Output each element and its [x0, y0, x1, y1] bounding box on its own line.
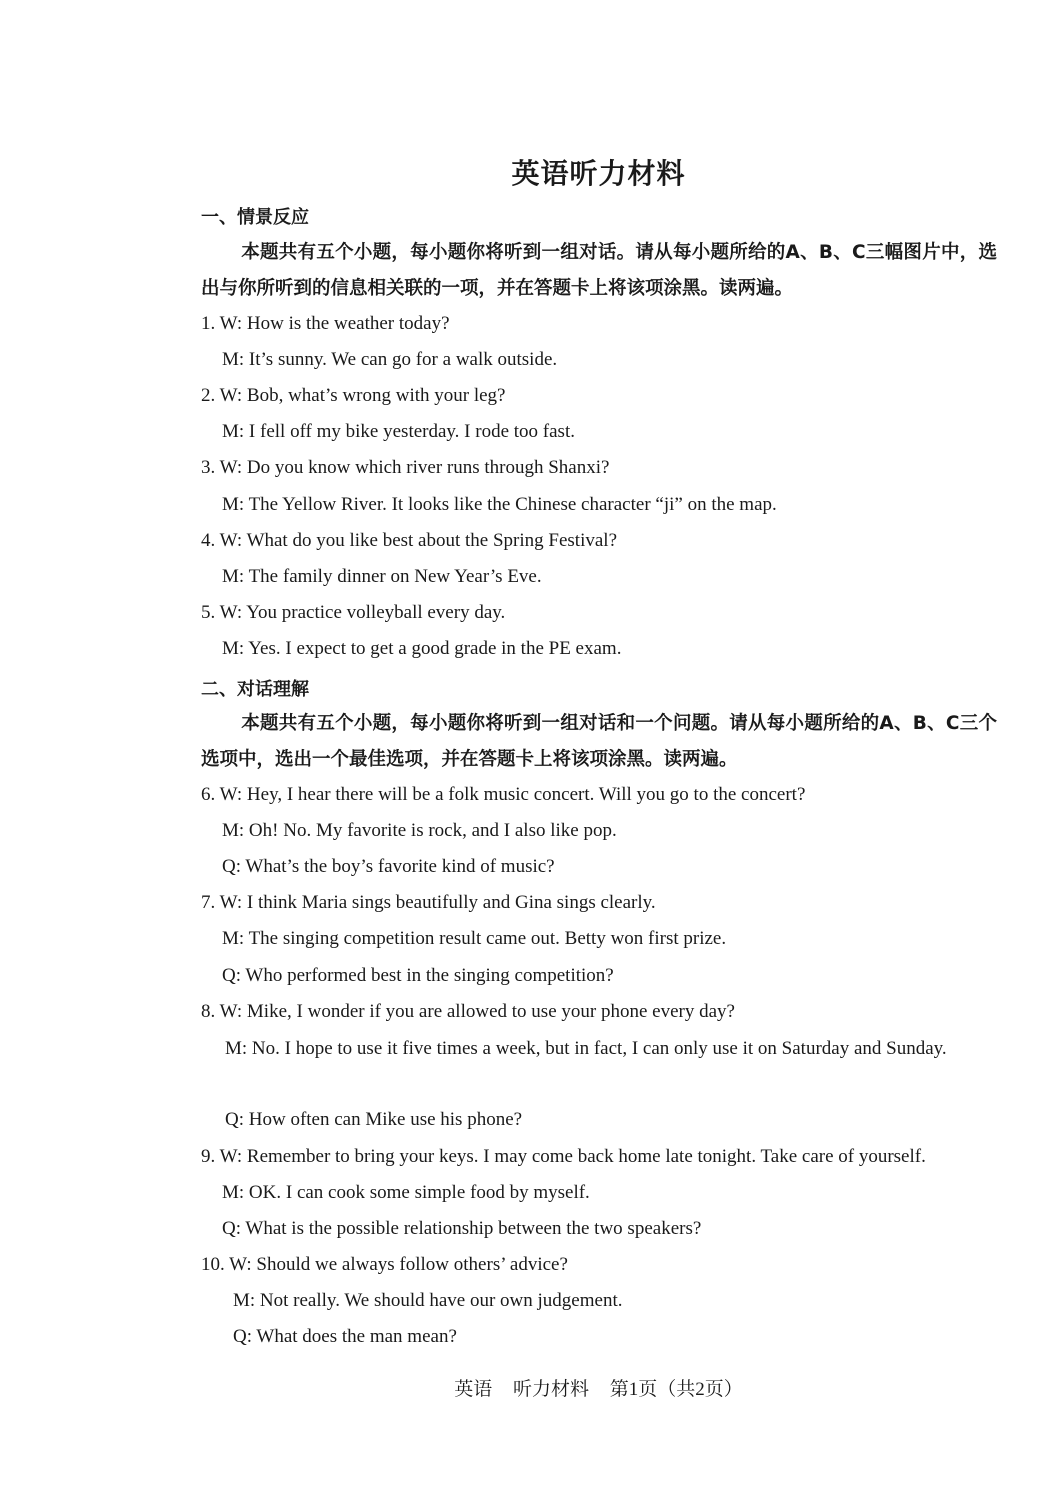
q10-question: Q: What does the man mean?: [233, 1326, 457, 1347]
q9-man: M: OK. I can cook some simple food by myself.: [222, 1182, 590, 1203]
q10-man: M: Not really. We should have our own judgement.: [233, 1290, 623, 1311]
q4-man: M: The family dinner on New Year’s Eve.: [222, 566, 542, 587]
footer-page-number: 第1页（共2页）: [609, 1379, 743, 1400]
page-title: 英语听力材料: [511, 157, 686, 190]
q9-woman: 9. W: Remember to bring your keys. I may come back home late tonight. Take care of yourself.: [201, 1146, 926, 1167]
q6-man: M: Oh! No. My favorite is rock, and I also like pop.: [222, 820, 617, 841]
q8-man: [225, 1031, 997, 1067]
part1-instruction-text: 本题共有五个小题，每小题你将听到一组对话。请从每小题所给的A、B、C三幅图片中，选出与你所听到的信息相关联的一项，并在答题卡上将该项涂黑。读两遍。: [201, 242, 997, 299]
q2-woman: 2. W: Bob, what’s wrong with your leg?: [201, 385, 506, 406]
q7-question: Q: Who performed best in the singing competition?: [222, 965, 614, 986]
part2-instruction: [201, 706, 997, 778]
q2-man: M: I fell off my bike yesterday. I rode too fast.: [222, 421, 575, 442]
part2-instruction-text: 本题共有五个小题，每小题你将听到一组对话和一个问题。请从每小题所给的A、B、C三个选项中，选出一个最佳选项，并在答题卡上将该项涂黑。读两遍。: [201, 713, 997, 770]
page-footer: [0, 1374, 1057, 1401]
q7-woman: 7. W: I think Maria sings beautifully and Gina sings clearly.: [201, 892, 656, 913]
q1-man: M: It’s sunny. We can go for a walk outside.: [222, 349, 558, 370]
q6-woman: 6. W: Hey, I hear there will be a folk music concert. Will you go to the concert?: [201, 784, 806, 805]
footer-subject: 英语: [454, 1379, 493, 1400]
q8-question: Q: How often can Mike use his phone?: [225, 1109, 523, 1130]
q5-woman: 5. W: You practice volleyball every day.: [201, 602, 506, 623]
part1-instruction: [201, 235, 997, 307]
q5-man: M: Yes. I expect to get a good grade in the PE exam.: [222, 638, 622, 659]
q8-man-text: M: No. I hope to use it five times a week, but in fact, I can only use it on Saturday and Sunday.: [225, 1038, 947, 1059]
q8-woman: 8. W: Mike, I wonder if you are allowed to use your phone every day?: [201, 1001, 735, 1022]
q6-question: Q: What’s the boy’s favorite kind of music?: [222, 856, 555, 877]
q1-woman: 1. W: How is the weather today?: [201, 313, 450, 334]
q3-woman: 3. W: Do you know which river runs through Shanxi?: [201, 457, 610, 478]
q4-woman: 4. W: What do you like best about the Spring Festival?: [201, 530, 618, 551]
footer-material: 听力材料: [512, 1379, 589, 1400]
q10-woman: 10. W: Should we always follow others’ advice?: [201, 1254, 568, 1275]
q3-man: M: The Yellow River. It looks like the Chinese character “ji” on the map.: [222, 494, 777, 515]
part1-heading: 一、情景反应: [201, 207, 309, 228]
q9-question: Q: What is the possible relationship between the two speakers?: [222, 1218, 702, 1239]
part2-heading: 二、对话理解: [201, 679, 309, 700]
q7-man: M: The singing competition result came out. Betty won first prize.: [222, 928, 727, 949]
